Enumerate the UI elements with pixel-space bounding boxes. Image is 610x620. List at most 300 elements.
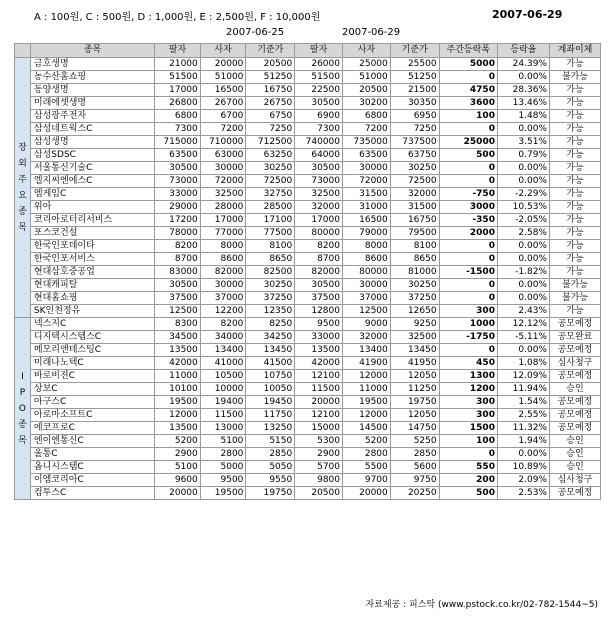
table-cell: 17000 (155, 84, 201, 97)
table-row (15, 383, 601, 396)
table-row (15, 435, 601, 448)
table-cell: 가능 (549, 123, 600, 136)
column-header: 기준가 (246, 44, 295, 58)
table-cell: 19500 (343, 396, 391, 409)
table-cell: 26000 (295, 58, 343, 71)
table-row (15, 357, 601, 370)
table-cell: 20250 (390, 487, 439, 500)
table-cell: 8000 (200, 240, 246, 253)
table-cell: 30350 (390, 97, 439, 110)
table-row (15, 136, 601, 149)
table-cell: 9750 (390, 474, 439, 487)
table-cell: 승인 (549, 435, 600, 448)
table-cell: 2.43% (497, 305, 549, 318)
table-cell: 6900 (295, 110, 343, 123)
table-cell: 77500 (246, 227, 295, 240)
table-cell: 19500 (200, 487, 246, 500)
table-cell: 42000 (155, 357, 201, 370)
table-cell: -1.82% (497, 266, 549, 279)
table-cell: 7200 (200, 123, 246, 136)
table-row (15, 318, 601, 331)
stock-name-cell: 현대캐피탈 (30, 279, 154, 292)
table-cell: 82000 (295, 266, 343, 279)
table-cell: 19750 (390, 396, 439, 409)
table-cell: 8700 (295, 253, 343, 266)
table-cell: 37250 (246, 292, 295, 305)
table-cell: 21000 (155, 58, 201, 71)
table-cell: 11250 (390, 383, 439, 396)
table-cell: 500 (439, 487, 497, 500)
table-cell: 심사청구 (549, 474, 600, 487)
table-cell: 37000 (200, 292, 246, 305)
table-cell: 20000 (295, 396, 343, 409)
table-cell: 30200 (343, 97, 391, 110)
table-cell: 12050 (390, 409, 439, 422)
table-row (15, 175, 601, 188)
table-cell: 16500 (200, 84, 246, 97)
table-cell: 710000 (200, 136, 246, 149)
stock-name-cell: 넥스지C (30, 318, 154, 331)
table-cell: 32000 (390, 188, 439, 201)
table-cell: 8200 (200, 318, 246, 331)
stock-name-cell: 현대홈쇼핑 (30, 292, 154, 305)
table-cell: 19750 (246, 487, 295, 500)
table-cell: 공모예정 (549, 318, 600, 331)
table-cell: 9500 (200, 474, 246, 487)
table-cell: 13400 (343, 344, 391, 357)
table-cell: 9250 (390, 318, 439, 331)
table-cell: 2900 (155, 448, 201, 461)
table-cell: 16750 (390, 214, 439, 227)
report-date: 2007-06-29 (492, 8, 563, 21)
otc-price-table (14, 43, 601, 500)
table-cell: 29000 (155, 201, 201, 214)
table-cell: 30000 (200, 279, 246, 292)
table-cell: 0.00% (497, 71, 549, 84)
table-cell: 37250 (390, 292, 439, 305)
table-cell: 4750 (439, 84, 497, 97)
table-cell: 81000 (390, 266, 439, 279)
table-cell: 0.00% (497, 448, 549, 461)
table-cell: 11500 (295, 383, 343, 396)
table-cell: 가능 (549, 266, 600, 279)
stock-name-cell: 아로마소프트C (30, 409, 154, 422)
table-cell: 9800 (295, 474, 343, 487)
stock-name-cell: 울통C (30, 448, 154, 461)
table-cell: 51000 (343, 71, 391, 84)
table-cell: 17000 (200, 214, 246, 227)
table-cell: 공모완료 (549, 331, 600, 344)
table-cell: 30250 (246, 279, 295, 292)
table-row (15, 84, 601, 97)
table-cell: 28500 (246, 201, 295, 214)
table-cell: 0.00% (497, 253, 549, 266)
table-cell: 가능 (549, 136, 600, 149)
table-cell: 10750 (246, 370, 295, 383)
table-cell: 12500 (343, 305, 391, 318)
table-cell: 2000 (439, 227, 497, 240)
table-cell: 8600 (200, 253, 246, 266)
table-cell: 5100 (200, 435, 246, 448)
table-cell: 6700 (200, 110, 246, 123)
stock-name-cell: 동양생명 (30, 84, 154, 97)
table-cell: 30250 (246, 162, 295, 175)
table-cell: 73000 (295, 175, 343, 188)
table-row (15, 331, 601, 344)
table-cell: -1500 (439, 266, 497, 279)
table-cell: 21500 (390, 84, 439, 97)
table-cell: 7250 (390, 123, 439, 136)
table-row (15, 344, 601, 357)
table-cell: 300 (439, 305, 497, 318)
table-cell: 72000 (343, 175, 391, 188)
column-header: 사자 (343, 44, 391, 58)
table-cell: 14750 (390, 422, 439, 435)
table-cell: 11000 (343, 383, 391, 396)
table-cell: 0.79% (497, 149, 549, 162)
table-cell: 8600 (343, 253, 391, 266)
table-cell: 5700 (295, 461, 343, 474)
stock-name-cell: 옴니시스템C (30, 461, 154, 474)
table-cell: 8100 (246, 240, 295, 253)
table-row (15, 396, 601, 409)
table-cell: 0 (439, 344, 497, 357)
table-cell: 0 (439, 123, 497, 136)
column-header: 등락율 (497, 44, 549, 58)
table-cell: 13450 (390, 344, 439, 357)
table-cell: 32000 (343, 331, 391, 344)
table-cell: 63000 (200, 149, 246, 162)
table-cell: 불가능 (549, 292, 600, 305)
table-cell: 5000 (200, 461, 246, 474)
table-cell: 5100 (155, 461, 201, 474)
table-cell: -2.29% (497, 188, 549, 201)
table-cell: 51250 (390, 71, 439, 84)
table-cell: 공모예정 (549, 487, 600, 500)
table-cell: 13450 (246, 344, 295, 357)
table-cell: 5500 (343, 461, 391, 474)
table-cell: 2800 (343, 448, 391, 461)
table-cell: 가능 (549, 188, 600, 201)
table-cell: 0.00% (497, 162, 549, 175)
table-row (15, 253, 601, 266)
table-cell: 450 (439, 357, 497, 370)
table-cell: 2800 (200, 448, 246, 461)
table-cell: 80000 (343, 266, 391, 279)
table-cell: 9500 (295, 318, 343, 331)
stock-name-cell: 엠게임C (30, 188, 154, 201)
stock-name-cell: 서울통신기술C (30, 162, 154, 175)
table-cell: 7300 (295, 123, 343, 136)
table-cell: 12800 (295, 305, 343, 318)
table-cell: 12500 (155, 305, 201, 318)
table-cell: 19450 (246, 396, 295, 409)
table-cell: 가능 (549, 58, 600, 71)
stock-name-cell: 코리아로터리서비스 (30, 214, 154, 227)
table-cell: 2850 (390, 448, 439, 461)
column-header: 팔자 (295, 44, 343, 58)
table-cell: 가능 (549, 149, 600, 162)
table-cell: 3000 (439, 201, 497, 214)
table-cell: 25000 (439, 136, 497, 149)
table-cell: 0.00% (497, 123, 549, 136)
table-cell: 100 (439, 110, 497, 123)
table-cell: 1000 (439, 318, 497, 331)
table-row (15, 58, 601, 71)
table-cell: 10000 (200, 383, 246, 396)
table-cell: 6800 (155, 110, 201, 123)
stock-name-cell: 삼성광주전자 (30, 110, 154, 123)
table-cell: 가능 (549, 240, 600, 253)
table-row (15, 162, 601, 175)
table-cell: 8200 (155, 240, 201, 253)
table-cell: 34250 (246, 331, 295, 344)
stock-name-cell: 엘지씨엔에스C (30, 175, 154, 188)
table-row (15, 370, 601, 383)
stock-name-cell: 삼성생명 (30, 136, 154, 149)
table-row (15, 201, 601, 214)
table-cell: 500 (439, 149, 497, 162)
table-cell: 51000 (200, 71, 246, 84)
table-cell: 0.00% (497, 175, 549, 188)
table-cell: 11.32% (497, 422, 549, 435)
period-start-date: 2007-06-25 (226, 27, 285, 38)
table-header-row (15, 44, 601, 58)
table-cell: 가능 (549, 253, 600, 266)
table-cell: 34500 (155, 331, 201, 344)
table-cell: 12.12% (497, 318, 549, 331)
data-source-credit: 자료제공 : 피스탁 (www.pstock.co.kr/02-782-1544~5) (365, 600, 598, 610)
table-row (15, 240, 601, 253)
table-cell: 8200 (295, 240, 343, 253)
table-cell: 0 (439, 448, 497, 461)
stock-name-cell: 포스코건설 (30, 227, 154, 240)
table-cell: 11000 (155, 370, 201, 383)
table-cell: 17200 (155, 214, 201, 227)
column-header: 종목 (30, 44, 154, 58)
column-header: 계좌이체 (549, 44, 600, 58)
table-cell: 83000 (155, 266, 201, 279)
table-cell: 6800 (343, 110, 391, 123)
stock-name-cell: 이엠코리아C (30, 474, 154, 487)
table-cell: 30500 (295, 279, 343, 292)
stock-name-cell: 메모리앤테스팅C (30, 344, 154, 357)
table-row (15, 97, 601, 110)
stock-name-cell: 미래나노텍C (30, 357, 154, 370)
table-row (15, 279, 601, 292)
table-cell: 740000 (295, 136, 343, 149)
table-cell: 0 (439, 162, 497, 175)
table-cell: 공모예정 (549, 370, 600, 383)
table-cell: 30250 (390, 279, 439, 292)
table-cell: 승인 (549, 461, 600, 474)
table-cell: 12200 (200, 305, 246, 318)
table-cell: 0 (439, 175, 497, 188)
stock-name-cell: 아구스C (30, 396, 154, 409)
table-cell: 8300 (155, 318, 201, 331)
table-body (15, 58, 601, 500)
table-cell: 9550 (246, 474, 295, 487)
table-cell: 8650 (246, 253, 295, 266)
table-cell: 20000 (343, 487, 391, 500)
table-cell: 12100 (295, 409, 343, 422)
table-cell: 0.00% (497, 240, 549, 253)
table-cell: 64000 (295, 149, 343, 162)
table-cell: 77000 (200, 227, 246, 240)
table-cell: 가능 (549, 175, 600, 188)
table-cell: -2.05% (497, 214, 549, 227)
table-cell: 공모예정 (549, 409, 600, 422)
table-cell: 가능 (549, 97, 600, 110)
table-cell: 0 (439, 253, 497, 266)
price-unit-legend: A : 100원, C : 500원, D : 1,000원, E : 2,500원, F : 10,000원 (34, 12, 321, 23)
table-cell: 1.08% (497, 357, 549, 370)
table-cell: 0 (439, 292, 497, 305)
table-cell: 8700 (155, 253, 201, 266)
table-cell: 63500 (343, 149, 391, 162)
table-cell: 승인 (549, 383, 600, 396)
table-cell: 13250 (246, 422, 295, 435)
table-cell: 100 (439, 435, 497, 448)
table-cell: 1.94% (497, 435, 549, 448)
table-cell: 51250 (246, 71, 295, 84)
stock-name-cell: 디지텍시스템스C (30, 331, 154, 344)
table-row (15, 305, 601, 318)
table-cell: 32750 (246, 188, 295, 201)
table-cell: 300 (439, 409, 497, 422)
period-end-date: 2007-06-29 (342, 27, 401, 38)
table-cell: 73000 (155, 175, 201, 188)
table-cell: 13500 (155, 344, 201, 357)
table-cell: 1200 (439, 383, 497, 396)
table-cell: 공모예정 (549, 422, 600, 435)
stock-name-cell: 현대삼호중공업 (30, 266, 154, 279)
table-cell: 8100 (390, 240, 439, 253)
table-cell: 가능 (549, 214, 600, 227)
table-cell: 5200 (343, 435, 391, 448)
column-header: 팔자 (155, 44, 201, 58)
table-cell: 31000 (343, 201, 391, 214)
table-cell: 72500 (246, 175, 295, 188)
table-cell: 11750 (246, 409, 295, 422)
table-row (15, 266, 601, 279)
table-cell: 12650 (390, 305, 439, 318)
stock-name-cell: 미래에셋생명 (30, 97, 154, 110)
table-cell: 10050 (246, 383, 295, 396)
table-cell: 72000 (200, 175, 246, 188)
table-cell: 82500 (246, 266, 295, 279)
table-cell: 12000 (343, 409, 391, 422)
table-cell: 34000 (200, 331, 246, 344)
table-cell: 12000 (343, 370, 391, 383)
stock-name-cell: 한국인포데이타 (30, 240, 154, 253)
table-cell: 공모예정 (549, 344, 600, 357)
table-cell: 25000 (343, 58, 391, 71)
table-row (15, 474, 601, 487)
table-cell: 16500 (343, 214, 391, 227)
table-cell: 20000 (200, 58, 246, 71)
table-cell: 3600 (439, 97, 497, 110)
stock-name-cell: 바로비젼C (30, 370, 154, 383)
table-cell: 8000 (343, 240, 391, 253)
table-cell: 12350 (246, 305, 295, 318)
table-cell: 30500 (155, 162, 201, 175)
table-cell: 41950 (390, 357, 439, 370)
table-cell: 17100 (246, 214, 295, 227)
table-cell: 5300 (295, 435, 343, 448)
table-cell: 13400 (200, 344, 246, 357)
table-cell: 63500 (155, 149, 201, 162)
table-cell: 0.00% (497, 292, 549, 305)
table-cell: 17000 (295, 214, 343, 227)
table-cell: 42000 (295, 357, 343, 370)
table-cell: 300 (439, 396, 497, 409)
table-cell: 10.89% (497, 461, 549, 474)
table-cell: 37500 (155, 292, 201, 305)
table-cell: 82000 (200, 266, 246, 279)
table-cell: 26800 (155, 97, 201, 110)
table-row (15, 123, 601, 136)
stock-name-cell: SK인천정유 (30, 305, 154, 318)
table-cell: 737500 (390, 136, 439, 149)
table-cell: 9600 (155, 474, 201, 487)
table-cell: 7250 (246, 123, 295, 136)
table-row (15, 149, 601, 162)
table-cell: 20500 (295, 487, 343, 500)
table-cell: 32500 (390, 331, 439, 344)
table-cell: -1750 (439, 331, 497, 344)
table-cell: 14500 (343, 422, 391, 435)
table-cell: 78000 (155, 227, 201, 240)
stock-name-cell: 위아 (30, 201, 154, 214)
table-cell: 63250 (246, 149, 295, 162)
table-cell: 200 (439, 474, 497, 487)
table-cell: 20500 (246, 58, 295, 71)
table-cell: 1300 (439, 370, 497, 383)
table-cell: 13500 (155, 422, 201, 435)
table-cell: 32500 (200, 188, 246, 201)
table-cell: 31500 (343, 188, 391, 201)
table-cell: 30500 (155, 279, 201, 292)
table-cell: 25500 (390, 58, 439, 71)
table-cell: 16750 (246, 84, 295, 97)
table-cell: 3.51% (497, 136, 549, 149)
table-cell: 8250 (246, 318, 295, 331)
table-cell: 32000 (295, 201, 343, 214)
table-cell: 735000 (343, 136, 391, 149)
table-cell: 가능 (549, 227, 600, 240)
table-cell: 1500 (439, 422, 497, 435)
table-cell: 13500 (295, 344, 343, 357)
table-cell: 공모예정 (549, 396, 600, 409)
table-cell: 가능 (549, 84, 600, 97)
table-row (15, 487, 601, 500)
table-cell: 30000 (343, 279, 391, 292)
column-header: 사자 (200, 44, 246, 58)
table-cell: 12050 (390, 370, 439, 383)
table-cell: 5600 (390, 461, 439, 474)
table-cell: 12000 (155, 409, 201, 422)
table-cell: 20500 (343, 84, 391, 97)
stock-name-cell: 삼성SDSC (30, 149, 154, 162)
table-cell: 712500 (246, 136, 295, 149)
table-cell: 22500 (295, 84, 343, 97)
stock-name-cell: 상보C (30, 383, 154, 396)
table-cell: 30250 (390, 162, 439, 175)
table-cell: 12100 (295, 370, 343, 383)
table-row (15, 71, 601, 84)
stock-name-cell: 엔이엔통신C (30, 435, 154, 448)
